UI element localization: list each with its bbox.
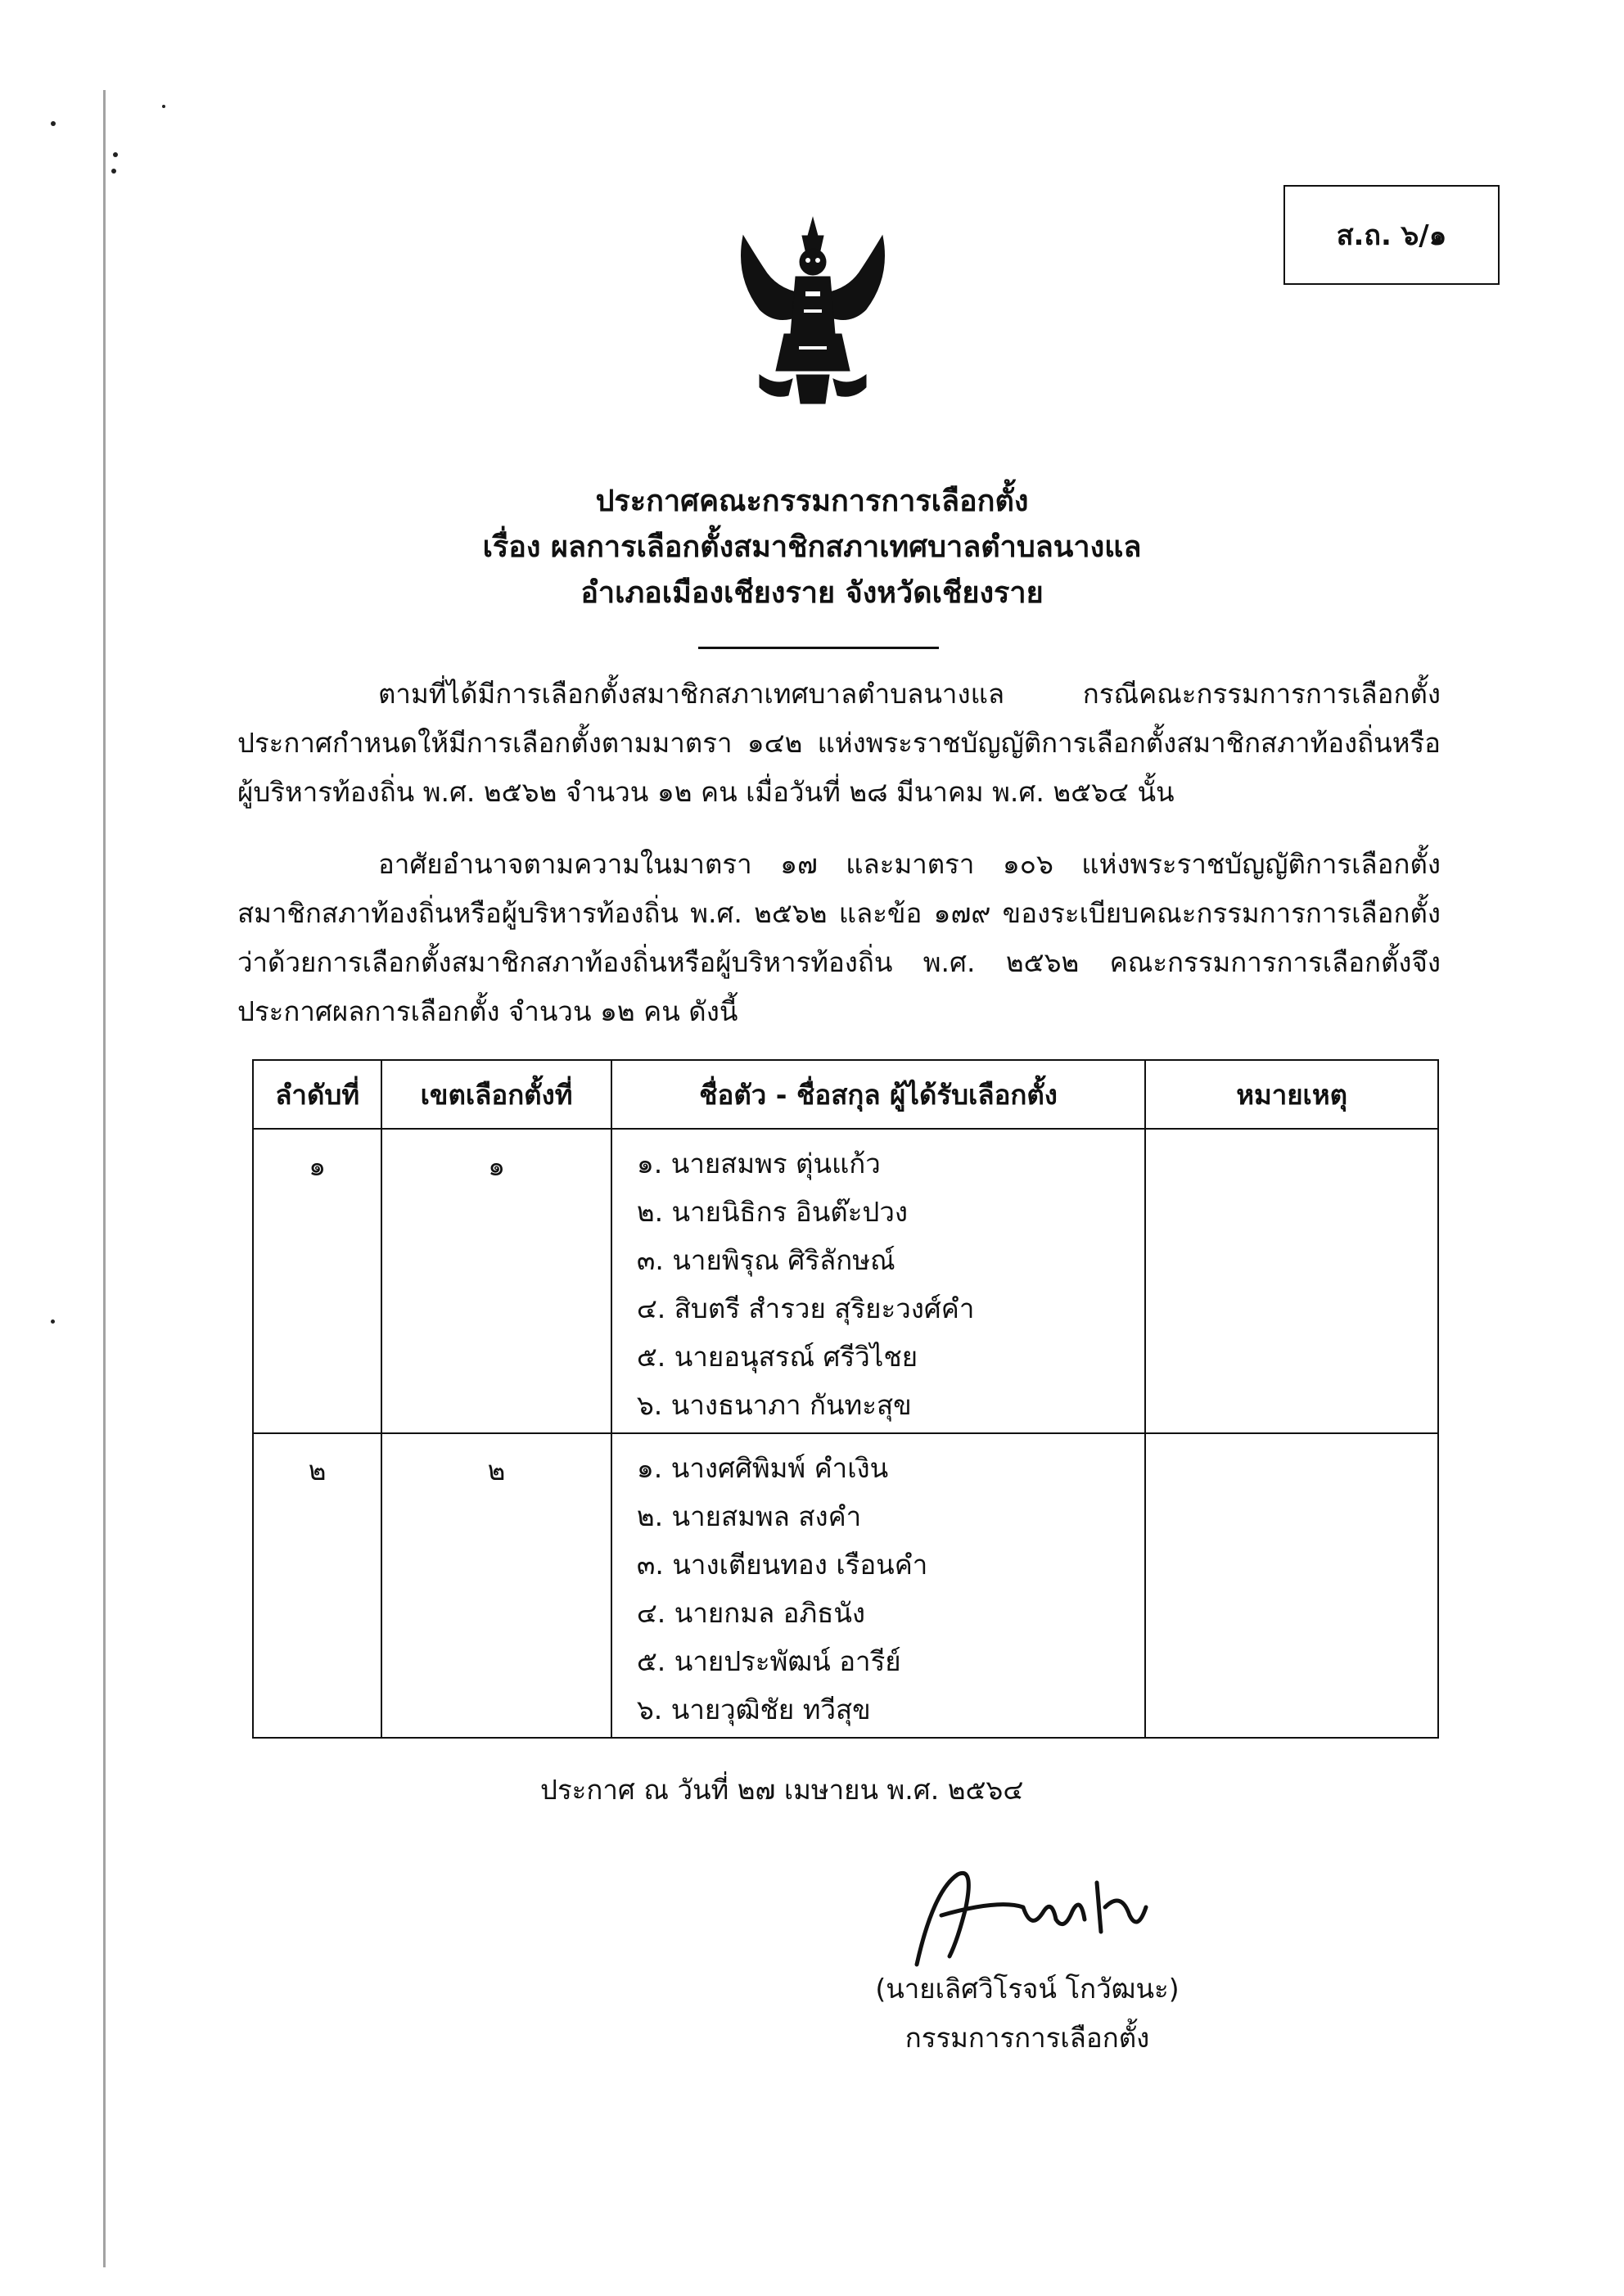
elected-name: ๕. นายประพัฒน์ อารีย์ [636, 1645, 901, 1677]
signer-title: กรรมการการเลือกตั้ง [904, 2022, 1150, 2054]
header-line-1: ประกาศคณะกรรมการการเลือกตั้ง [595, 485, 1029, 518]
row-order: ๑ [253, 1129, 381, 1433]
elected-name: ๓. นางเตียนทอง เรือนคำ [636, 1549, 928, 1581]
row-names [611, 1129, 1145, 1433]
paragraph-2 [237, 840, 1441, 1036]
elected-name: ๕. นายอนุสรณ์ ศรีวิไชย [636, 1341, 918, 1373]
scan-speck [113, 152, 118, 157]
col-header-note: หมายเหตุ [1145, 1060, 1438, 1129]
elected-name: ๔. สิบตรี สำรวย สุริยะวงศ์คำ [636, 1292, 975, 1324]
table-header-row [253, 1060, 1438, 1129]
col-header-district: เขตเลือกตั้งที่ [381, 1060, 611, 1129]
paragraph-1-text: ตามที่ได้มีการเลือกตั้งสมาชิกสภาเทศบาลตำบลนางแล กรณีคณะกรรมการการเลือกตั้งประกาศกำหนดให้มีการเลือกตั้งตามมาตรา ๑๔๒ แห่งพระราชบัญญัติการเลือกตั้งสมาชิกสภาท้องถิ่นหรือผู้บริหารท้องถิ่น พ.ศ. ๒๕๖๒ จำนวน ๑๒ คน เมื่อวันที่ ๒๘ มีนาคม พ.ศ. ๒๕๖๔ นั้น [237, 678, 1441, 808]
header-divider [698, 647, 939, 649]
scan-speck [162, 105, 165, 108]
garuda-emblem-icon [727, 211, 899, 412]
scan-margin-line [103, 90, 106, 2267]
header-line-2: เรื่อง ผลการเลือกตั้งสมาชิกสภาเทศบาลตำบลนางแล [482, 530, 1142, 564]
header-line-3: อำเภอเมืองเชียงราย จังหวัดเชียงราย [580, 576, 1044, 610]
paragraph-2-text: อาศัยอำนาจตามความในมาตรา ๑๗ และมาตรา ๑๐๖ แห่งพระราชบัญญัติการเลือกตั้งสมาชิกสภาท้องถิ่นหรือผู้บริหารท้องถิ่น พ.ศ. ๒๕๖๒ และข้อ ๑๗๙ ของระเบียบคณะกรรมการการเลือกตั้งว่าด้วยการเลือกตั้งสมาชิกสภาท้องถิ่นหรือผู้บริหารท้องถิ่น พ.ศ. ๒๕๖๒ คณะกรรมการการเลือกตั้งจึงประกาศผลการเลือกตั้ง จำนวน ๑๒ คน ดังนี้ [237, 848, 1441, 1027]
row-district: ๑ [381, 1129, 611, 1433]
row-names [611, 1433, 1145, 1738]
elected-name: ๒. นายนิธิกร อินต๊ะปวง [636, 1196, 909, 1228]
col-header-order: ลำดับที่ [253, 1060, 381, 1129]
scan-speck [51, 121, 56, 126]
elected-name: ๓. นายพิรุณ ศิริลักษณ์ [636, 1244, 895, 1276]
col-header-names: ชื่อตัว - ชื่อสกุล ผู้ได้รับเลือกตั้ง [611, 1060, 1145, 1129]
results-table [252, 1059, 1439, 1739]
paragraph-1 [237, 670, 1441, 817]
table-row [253, 1433, 1438, 1738]
elected-name: ๖. นายวุฒิชัย ทวีสุข [636, 1694, 871, 1725]
form-code-box: ส.ถ. ๖/๑ [1283, 185, 1500, 285]
row-note [1145, 1129, 1438, 1433]
signature-icon [900, 1842, 1162, 1981]
announcement-header [246, 479, 1378, 616]
scan-speck [51, 1319, 55, 1324]
row-district: ๒ [381, 1433, 611, 1738]
elected-name: ๒. นายสมพล สงคำ [636, 1500, 862, 1532]
elected-name: ๖. นางธนาภา กันทะสุข [636, 1389, 912, 1421]
elected-name: ๑. นายสมพร ตุ่นแก้ว [636, 1148, 881, 1180]
elected-name: ๔. นายกมล อภิธนัง [636, 1597, 866, 1629]
row-note [1145, 1433, 1438, 1738]
elected-name: ๑. นางศศิพิมพ์ คำเงิน [636, 1452, 889, 1484]
table-row [253, 1129, 1438, 1433]
announcement-date: ประกาศ ณ วันที่ ๒๗ เมษายน พ.ศ. ๒๕๖๔ [540, 1774, 1024, 1806]
scan-speck [111, 169, 116, 174]
signer-block [843, 1964, 1211, 2063]
signer-name: (นายเลิศวิโรจน์ โกวัฒนะ) [875, 1973, 1180, 2005]
row-order: ๒ [253, 1433, 381, 1738]
